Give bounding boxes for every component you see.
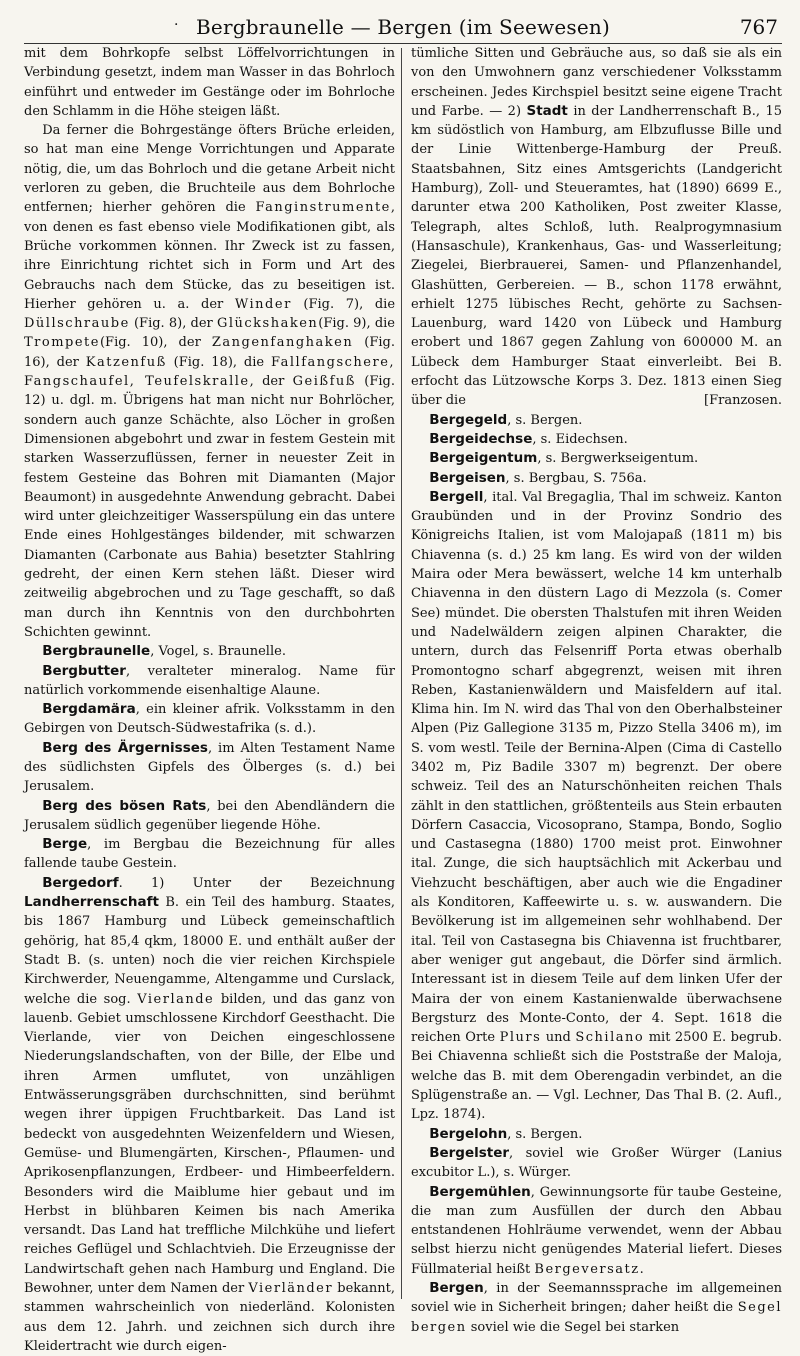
page-header — [24, 0, 782, 44]
entry-bergell: Bergell, ital. Val Bregaglia, Thal im schweiz. Kanton Graubünden und in der Provinz Sondrio des Königreichs Italien, ist vom Malojapaß (1811 m) bis Chiavenna (s. d.) 25 km lang. Es wird von der wilden Maira oder Mera bewässert, welche 14 km unterhalb Chiavenna in den düstern Lago di Mezzola (s. Comer See) mündet. Die obersten Thalstufen mit ihren Weiden und Nadelwäldern zeigen alpinen Charakter, die untern, durch das Felsenriff Porta etwas oberhalb Promontogno scharf abgegrenzt, weisen mit ihren Reben, Kastanienwäldern und Maisfeldern auf ital. Klima hin. Im N. wird das Thal von den Oberhalbsteiner Alpen (Piz Gallegione 3135 m, Pizzo Stella 3406 m), im S. vom westl. Teile der Bernina-Alpen (Cima di Castello 3402 m, Piz Badile 3307 m) begrenzt. Der obere schweiz. Teil des an Naturschönheiten reichen Thals zählt in den stattlichen, größtenteils aus Stein erbauten Dörfern Casaccia, Vicosoprano, Stampa, Bondo, Soglio und Castasegna (1880) 1700 meist prot. Einwohner ital. Zunge, die sich hauptsächlich mit Ackerbau und Viehzucht beschäftigen, aber auch wie die Engadiner als Konditoren, Kaffeewirte u. s. w. auswandern. Die Bevölkerung ist im allgemeinen sehr wohlhabend. Der ital. Teil von Castasegna bis Chiavenna ist fruchtbarer, aber weniger gut angebaut, die Dörfer sind ärmlich. Interessant ist in diesem Teile auf dem linken Ufer der Maira der von einem Kastanienwalde überwachsene Bergsturz des Monte-Conto, der 4. Sept. 1618 die reichen Orte Plurs und Schilano mit 2500 E. begrub. Bei Chiavenna schließt sich die Poststraße der Maloja, welche das B. mit dem Oberengadin verbindet, an die Splügenstraße an. — Vgl. Lechner, Das Thal B. (2. Aufl., Lpz. 1874). — [411, 488, 783, 1123]
entry-bergeigentum: Bergeigentum, s. Bergwerkseigentum. — [429, 450, 699, 467]
headword: Bergedorf — [42, 874, 119, 891]
entry-bergedorf: Bergedorf. 1) Unter der Bezeichnung Landherrenschaft B. ein Teil des hamburg. Staates, bis 1867 Hamburg und Lübeck gemeinschaftlich gehörig, hat 85,4 qkm, 18000 E. und enthält außer der Stadt B. (s. unten) noch die vier reichen Kirchspiele Kirchwerder, Neuengamme, Altengamme und Curslack, welche die sog. Vierlande bilden, und das ganz von lauenb. Gebiet umschlossene Kirchdorf Geesthacht. Die Vierlande, vier von Deichen eingeschlossene Niederungslandschaften, von der Bille, der Elbe und ihren Armen umflutet, von unzähligen Entwässerungsgräben durchschnitten, sind berühmt wegen ihrer üppigen Fruchtbarkeit. Das Land ist bedeckt von ausgedehnten Weizenfeldern und Wiesen, Gemüse- und Blumengärten, Kirschen-, Pflaumen- und Aprikosenpflanzungen, Erdbeer- und Himbeerfeldern. Besonders wird die Maiblume hier gebaut und im Herbst in blühbaren Keimen bis nach Amerika versandt. Das Land hat treffliche Milchkühe und liefert reiches Geflügel und Schlachtvieh. Die Erzeugnisse der Landwirtschaft gehen nach Hamburg und England. Die Bewohner, unter dem Namen der Vierländer bekannt, stammen wahrscheinlich von niederländ. Kolonisten aus dem 12. Jahrh. und zeichnen sich durch ihre Kleidertracht wie durch eigen- — [24, 874, 396, 1354]
entry-berge: Berge, im Bergbau die Bezeichnung für alles fallende taube Gestein. — [24, 836, 396, 872]
headword: Bergbutter — [42, 662, 126, 679]
entry-bergdamara: Bergdamära, ein kleiner afrik. Volksstamm in den Gebirgen von Deutsch-Südwestafrika (s. d.). — [24, 701, 396, 737]
entry-bergelster: Bergelster, soviel wie Großer Würger (Lanius excubitor L.), s. Würger. — [411, 1144, 783, 1181]
entry-bergelohn: Bergelohn, s. Bergen. — [429, 1125, 583, 1142]
headword: Bergbraunelle — [42, 643, 151, 660]
running-title: Bergbraunelle — Bergen (im Seewesen) — [196, 15, 610, 39]
headword: Bergeigentum — [429, 450, 538, 467]
headword: Berg des Ärgernisses — [42, 739, 208, 756]
headword: Bergeisen — [429, 469, 506, 486]
entry-bergbutter: Bergbutter, veralteter mineralog. Name für natürlich vorkommende eisenhaltige Alaune. — [24, 662, 396, 698]
headword: Bergegeld — [429, 411, 508, 428]
page-number: 767 — [739, 15, 778, 39]
headword: Bergell — [429, 488, 484, 505]
entry-berg-des-boesen-rats: Berg des bösen Rats, bei den Abendländern die Jerusalem südlich gegenüber liegende Höhe. — [24, 797, 396, 833]
headword: Bergelster — [429, 1144, 510, 1161]
headword: Bergen — [429, 1280, 484, 1296]
left-column — [24, 44, 401, 1354]
headword: Bergemühlen — [429, 1183, 531, 1200]
headword: Berg des bösen Rats — [42, 797, 207, 814]
header-mark: · — [174, 17, 179, 33]
entry-bergbraunelle: Bergbraunelle, Vogel, s. Braunelle. — [42, 643, 286, 660]
headword: Bergelohn — [429, 1125, 508, 1142]
entry-bergen: Bergen, in der Seemannssprache im allgemeinen soviel wie in Sicherheit bringen; daher heißt die Segel bergen soviel wie die Segel bei starken — [411, 1280, 783, 1335]
paragraph: tümliche Sitten und Gebräuche aus, so daß sie als ein von den Umwohnern ganz verschiedener Volksstamm erscheinen. Jedes Kirchspiel besitzt seine eigene Tracht und Farbe. — 2) Stadt in der Landherrenschaft B., 15 km südöstlich von Hamburg, am Elbzuflusse Bille und der Linie Wittenberge-Hamburg der Preuß. Staatsbahnen, Sitz eines Amtsgerichts (Landgericht Hamburg), Zoll- und Steueramtes, hat (1890) 6699 E., darunter etwa 200 Katholiken, Post zweiter Klasse, Telegraph, altes Schloß, luth. Realprogymnasium (Hansaschule), Krankenhaus, Gas- und Wasserleitung; Ziegelei, Bierbrauerei, Samen- und Pflanzenhandel, Glashütten, Gerbereien. — B., schon 1178 erwähnt, erhielt 1275 lübisches Recht, gehörte zu Sachsen-Lauenburg, ward 1420 von Lübeck und Hamburg erobert und 1867 gegen Zahlung von 600000 M. an Lübeck dem Hamburger Staat einverleibt. Bei B. erfocht das Lützowsche Korps 3. Dez. 1813 einen Sieg über die [Franzosen. — [411, 46, 783, 409]
headword: Bergdamära — [42, 701, 136, 718]
text-columns — [24, 44, 783, 1354]
entry-bergeidechse: Bergeidechse, s. Eidechsen. — [429, 430, 628, 447]
entry-bergemuehlen: Bergemühlen, Gewinnungsorte für taube Gesteine, die man zum Ausfüllen der durch den Abbau entstandenen Hohlräume verwendet, wenn der Abbau selbst hierzu nicht genügendes Material liefert. Dieses Füllmaterial heißt Bergeversatz. — [411, 1183, 783, 1277]
headword: Berge — [42, 836, 88, 853]
headword: Bergeidechse — [429, 430, 533, 447]
paragraph: mit dem Bohrkopfe selbst Löffelvorrichtungen in Verbindung gesetzt, indem man Wasser in das Bohrloch einführt und entweder im Gestänge oder im Bohrloche den Schlamm in die Höhe steigen läßt. — [24, 46, 396, 119]
right-column — [402, 44, 783, 1335]
entry-bergegeld: Bergegeld, s. Bergen. — [429, 411, 583, 428]
entry-berg-des-aergernisses: Berg des Ärgernisses, im Alten Testament Name des südlichsten Gipfels des Ölberges (s. d.) bei Jerusalem. — [24, 739, 396, 795]
paragraph: Da ferner die Bohrgestänge öfters Brüche erleiden, so hat man eine Menge Vorrichtungen und Apparate nötig, die, um das Bohrloch und die getane Arbeit nicht verloren zu geben, die Bruchteile aus dem Bohrloche entfernen; hierher gehören die Fanginstrumente, von denen es fast ebenso viele Modifikationen gibt, als Brüche vorkommen können. Ihr Zweck ist zu fassen, ihre Einrichtung richtet sich in Form und Art des Gebrauchs nach dem Stücke, das zu beseitigen ist. Hierher gehören u. a. der Winder (Fig. 7), die Düllschraube (Fig. 8), der Glückshaken(Fig. 9), die Trompete(Fig. 10), der Zangenfanghaken (Fig. 16), der Katzenfuß (Fig. 18), die Fallfangschere, Fangschaufel, Teufelskralle, der Geißfuß (Fig. 12) u. dgl. m. Übrigens hat man nicht nur Bohrlöcher, sondern auch ganze Schächte, also Löcher in großen Dimensionen abgebohrt und zwar in festem Gestein mit starken Wasserzuflüssen, ferner in neuester Zeit in festem Gesteine das Bohren mit Diamanten (Major Beaumont) in ausgedehnte Anwendung gebracht. Dabei wird unter gleichzeitiger Wasserspülung ein das untere Ende eines Hohlgestänges bildender, mit schwarzen Diamanten (Carbonate aus Bahia) besetzter Stahlring gedreht, der einen Kern stehen läßt. Dieser wird zeitweilig abgebrochen und zu Tage geschafft, so daß man durch ihn Kenntnis von den durchbohrten Schichten gewinnt. — [24, 123, 396, 640]
entry-bergeisen: Bergeisen, s. Bergbau, S. 756a. — [429, 469, 647, 486]
